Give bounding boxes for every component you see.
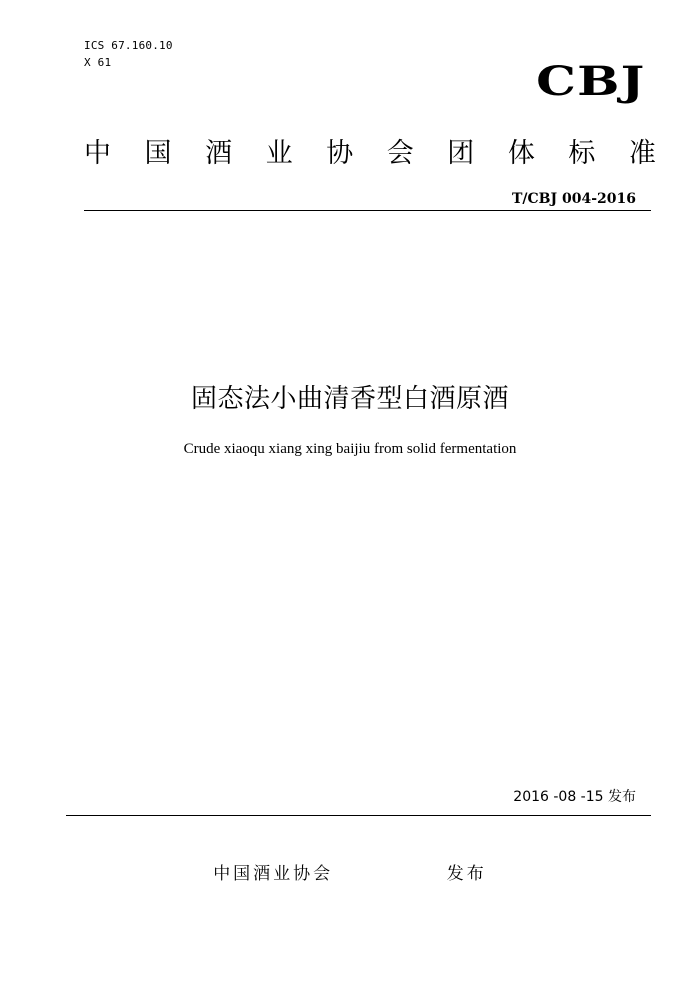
english-title: Crude xiaoqu xiang xing baijiu from solid fermentation bbox=[183, 441, 517, 457]
publication-date: 2016 -08 -15 发布 bbox=[513, 789, 636, 805]
org-title-char: 准 bbox=[628, 138, 656, 169]
cbj-logo: CBJ bbox=[536, 58, 646, 105]
org-title-char: 业 bbox=[265, 138, 293, 169]
org-title-char: 团 bbox=[447, 138, 475, 169]
class-code: X 61 bbox=[84, 56, 112, 69]
org-title-char: 国 bbox=[144, 138, 172, 169]
org-title-char: 酒 bbox=[205, 138, 233, 169]
ics-code: ICS 67.160.10 bbox=[84, 39, 173, 52]
org-title-char: 体 bbox=[507, 138, 535, 169]
footer-divider bbox=[66, 815, 651, 816]
standard-number: T/CBJ 004-2016 bbox=[511, 191, 636, 207]
publisher-line: 中国酒业协会 发布 bbox=[213, 864, 487, 884]
org-title-char: 协 bbox=[326, 138, 354, 169]
org-standard-title bbox=[84, 136, 656, 172]
org-title-char: 会 bbox=[386, 138, 414, 169]
header-divider bbox=[84, 210, 651, 211]
org-title-char: 中 bbox=[84, 138, 111, 169]
classification-codes bbox=[84, 37, 173, 71]
chinese-title: 固态法小曲清香型白酒原酒 bbox=[190, 384, 509, 414]
org-title-char: 标 bbox=[568, 138, 596, 169]
